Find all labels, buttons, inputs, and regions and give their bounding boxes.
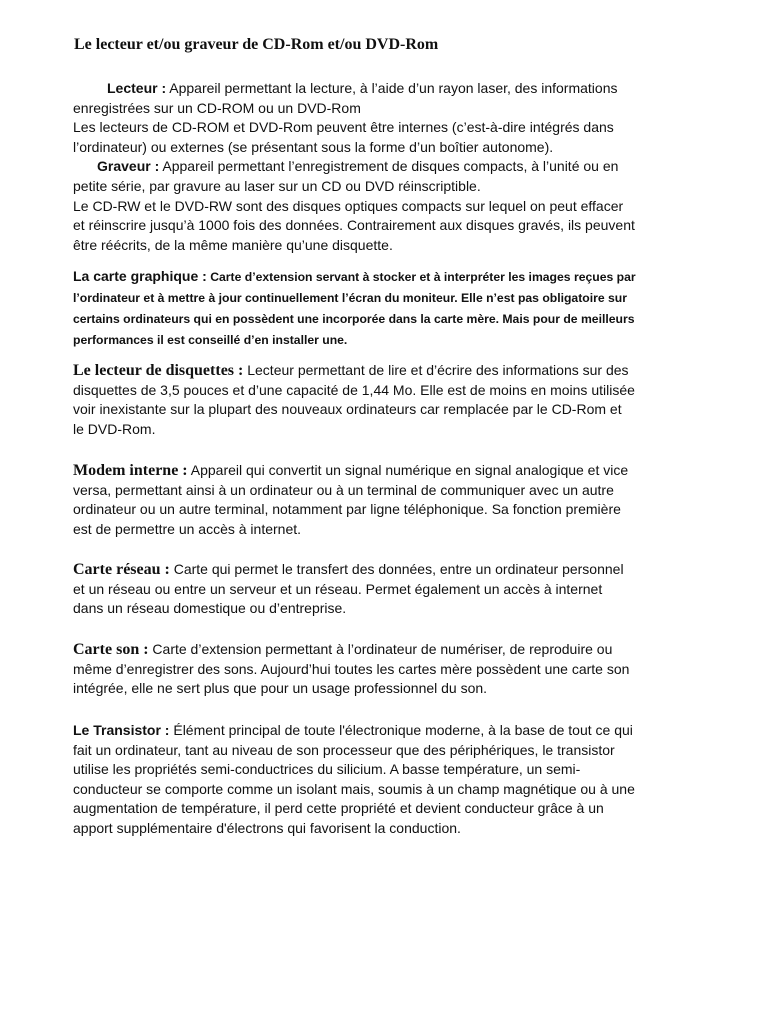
carte-graphique-line-3: certains ordinateurs qui en possèdent une incorporée dans la carte mère. Mais pour de meilleurs [73,312,635,326]
lecteur-disquettes-line-4: le DVD-Rom. [73,420,156,437]
lecteur-line-3: Les lecteurs de CD-ROM et DVD-Rom peuvent être internes (c’est-à-dire intégrés dans [73,119,614,136]
document-title: Le lecteur et/ou graveur de CD-Rom et/ou DVD-Rom [74,36,439,53]
carte-son-section [73,640,694,699]
graveur-line-3: Le CD-RW et le DVD-RW sont des disques optiques compacts sur lequel on peut effacer [73,197,624,214]
carte-reseau-label: Carte réseau : [73,561,170,578]
modem-line-3: ordinateur ou un autre terminal, notamment par ligne téléphonique. Sa fonction première [73,501,621,518]
transistor-line-5: augmentation de température, il perd cette propriété et devient conducteur grâce à un [73,800,604,817]
carte-son-line-2: même d’enregistrer des sons. Aujourd’hui toutes les cartes mère possèdent une carte son [73,660,630,677]
lecteur-disquettes-line-1: Le lecteur de disquettes : Lecteur permettant de lire et d’écrire des informations sur des [73,362,629,379]
carte-reseau-line-1: Carte réseau : Carte qui permet le transfert des données, entre un ordinateur personnel [73,561,624,578]
carte-son-label: Carte son : [73,641,149,658]
modem-line-4: est de permettre un accès à internet. [73,520,302,537]
modem-line-2: versa, permettant ainsi à un ordinateur ou à un terminal de communiquer avec un autre [73,481,614,498]
graveur-line-1: Graveur : Appareil permettant l’enregistrement de disques compacts, à l’unité ou en [97,158,619,175]
carte-reseau-line-3: dans un réseau domestique ou d’entreprise. [73,600,347,617]
modem-line-1: Modem interne : Appareil qui convertit un signal numérique en signal analogique et vice [73,462,629,479]
lecteur-label: Lecteur : [107,80,167,96]
transistor-line-3: utilise les propriétés semi-conductrices du silicium. A basse température, un semi- [73,761,581,778]
carte-son-line-1: Carte son : Carte d’extension permettant à l’ordinateur de numériser, de reproduire ou [73,641,613,658]
transistor-line-1: Le Transistor : Élément principal de toute l'électronique moderne, à la base de tout ce qui [73,722,633,738]
lecteur-disquettes-line-3: voir inexistante sur la plupart des nouveaux ordinateurs car remplacée par le CD-Rom et [73,401,622,418]
carte-graphique-line-4: performances il est conseillé d’en installer une. [73,333,348,347]
graveur-line-5: être réécrits, de la même manière qu’une disquette. [73,236,393,253]
lecteur-line-1: Lecteur : Appareil permettant la lecture, à l’aide d’un rayon laser, des informations [107,80,618,96]
carte-graphique-line-2: l’ordinateur et à mettre à jour continuellement l’écran du moniteur. Elle n’est pas obligatoire sur [73,291,627,305]
carte-reseau-line-2: et un réseau ou entre un serveur et un réseau. Permet également un accès à internet [73,580,603,597]
transistor-section [73,721,694,839]
transistor-line-2: fait un ordinateur, tant au niveau de son processeur que des périphériques, le transistor [73,741,615,758]
graveur-label: Graveur : [97,158,160,175]
carte-graphique-section [73,266,694,351]
modem-label: Modem interne : [73,462,188,479]
transistor-line-6: apport supplémentaire d'électrons qui favorisent la conduction. [73,819,461,836]
graveur-line-2: petite série, par gravure au laser sur un CD ou DVD réinscriptible. [73,177,481,194]
carte-graphique-label: La carte graphique : [73,268,207,284]
lecteur-line-2: enregistrées sur un CD-ROM ou un DVD-Rom [73,99,361,116]
graveur-line-4: et réinscrire jusqu’à 1000 fois des données. Contrairement aux disques gravés, ils peuvent [73,217,635,234]
transistor-label: Le Transistor : [73,722,170,738]
lecteur-disquettes-section [73,361,694,439]
carte-son-line-3: intégrée, elle ne sert plus que pour un usage professionnel du son. [73,680,488,697]
carte-graphique-line-1: La carte graphique : Carte d’extension servant à stocker et à interpréter les images reçues par [73,268,636,284]
modem-section [73,461,694,539]
lecteur-graveur-section [73,79,694,255]
lecteur-line-4: l’ordinateur) ou externes (se présentant sous la forme d’un boîtier autonome). [73,138,554,155]
lecteur-disquettes-label: Le lecteur de disquettes : [73,362,244,379]
lecteur-disquettes-line-2: disquettes de 3,5 pouces et d’une capacité de 1,44 Mo. Elle est de moins en moins utilisée [73,381,635,398]
transistor-line-4: conducteur se comporte comme un isolant mais, soumis à un champ magnétique ou à une [73,780,635,797]
carte-reseau-section [73,560,694,619]
